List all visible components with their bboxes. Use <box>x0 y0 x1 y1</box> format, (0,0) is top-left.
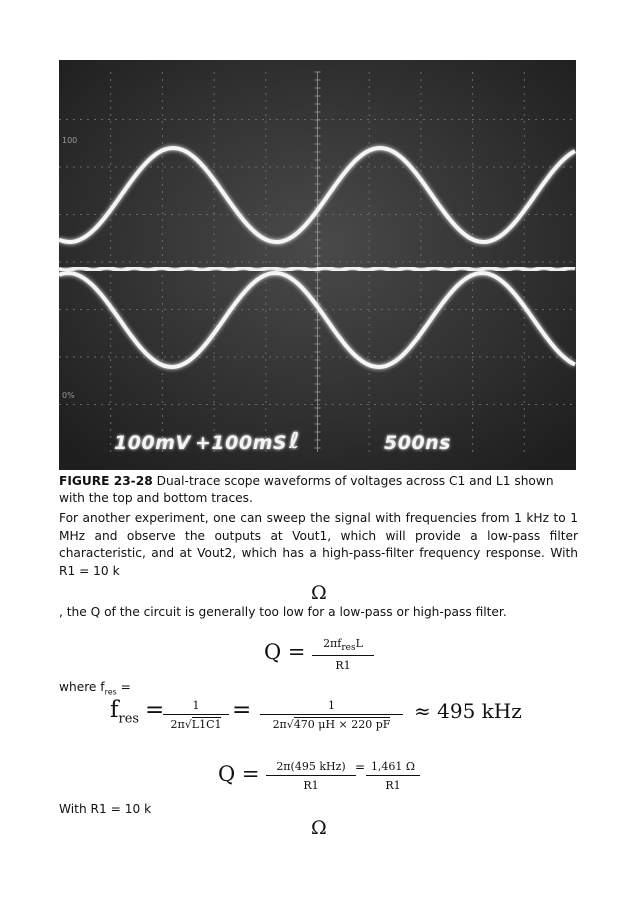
q-note: , the Q of the circuit is generally too low for a low-pass or high-pass filter. <box>59 605 507 619</box>
oscilloscope-screen <box>59 60 576 470</box>
eq1-num-tail: L <box>355 637 363 650</box>
eq2-f2-den-pre: 2π <box>272 718 287 731</box>
omega-symbol: Ω <box>311 582 327 604</box>
eq1-num-sub: res <box>341 643 356 654</box>
scope-traces <box>59 60 576 470</box>
eq2-f-sub: res <box>118 711 140 727</box>
eq3-f2-num: 1,461 Ω <box>366 760 420 776</box>
readout-timebase: 500ns <box>384 432 451 454</box>
figure-label: FIGURE 23-28 <box>59 474 153 488</box>
eq3-fraction-1 <box>266 760 356 792</box>
eq2-result: ≈ 495 kHz <box>414 699 522 723</box>
eq2-equals-1: = <box>145 697 165 723</box>
eq1-num: 2πf <box>323 637 342 650</box>
eq3-f1-num: 2π(495 kHz) <box>266 760 356 776</box>
eq2-f2-den-rad: 470 μH × 220 pF <box>293 718 391 731</box>
grid-label-top: 100 <box>62 136 78 145</box>
eq1-lhs: Q = <box>264 640 306 664</box>
eq3-f1-den: R1 <box>303 779 319 792</box>
trigger-icon: ℓ <box>289 429 300 454</box>
eq1-fraction <box>312 637 374 672</box>
eq1-den: R1 <box>335 659 351 673</box>
where-tail: = <box>116 680 131 694</box>
eq2-fraction-1: $\frac{1}{2\pi√L1C1}$ <box>163 699 229 731</box>
readout-channel-1: 100mV <box>114 432 191 454</box>
where-sub: res <box>104 687 117 697</box>
eq2-f: f <box>110 697 119 723</box>
readout-channel-2: +100mS <box>195 432 288 454</box>
eq3-f2-den: R1 <box>385 779 401 792</box>
eq2-f2-num: 1 <box>260 699 403 715</box>
eq3-mid-equals: = <box>355 760 366 774</box>
eq2-fraction-2: $\frac{1}{2\pi√470 \mu H \times 220 pF}$ <box>260 699 403 731</box>
omega-symbol-bottom: Ω <box>311 817 327 839</box>
eq2-lhs <box>110 697 139 727</box>
body-paragraph: For another experiment, one can sweep the signal with frequencies from 1 kHz to 1 MHz and observe the outputs at Vout1, which will provide a low-pass filter characteristic, and at Vout2, which has a high-pass-filter frequency response. With R1 = 10 k <box>59 511 578 578</box>
eq3-lhs: Q = <box>218 762 260 786</box>
eq2-equals-2: = <box>232 697 252 723</box>
figure-caption <box>59 473 578 507</box>
eq2-f1-den-pre: 2π <box>170 718 185 731</box>
eq2-f1-den-rad: L1C1 <box>191 718 222 731</box>
eq3-fraction-2 <box>366 760 420 792</box>
caption-text: Dual-trace scope waveforms of voltages across C1 and L1 shown with the top and bottom traces. <box>59 474 554 505</box>
where-label <box>59 680 131 696</box>
with-r1-text: With R1 = 10 k <box>59 802 152 816</box>
eq2-f1-num: 1 <box>163 699 229 715</box>
where-text: where f <box>59 680 105 694</box>
grid-label-bottom: 0% <box>62 391 75 400</box>
